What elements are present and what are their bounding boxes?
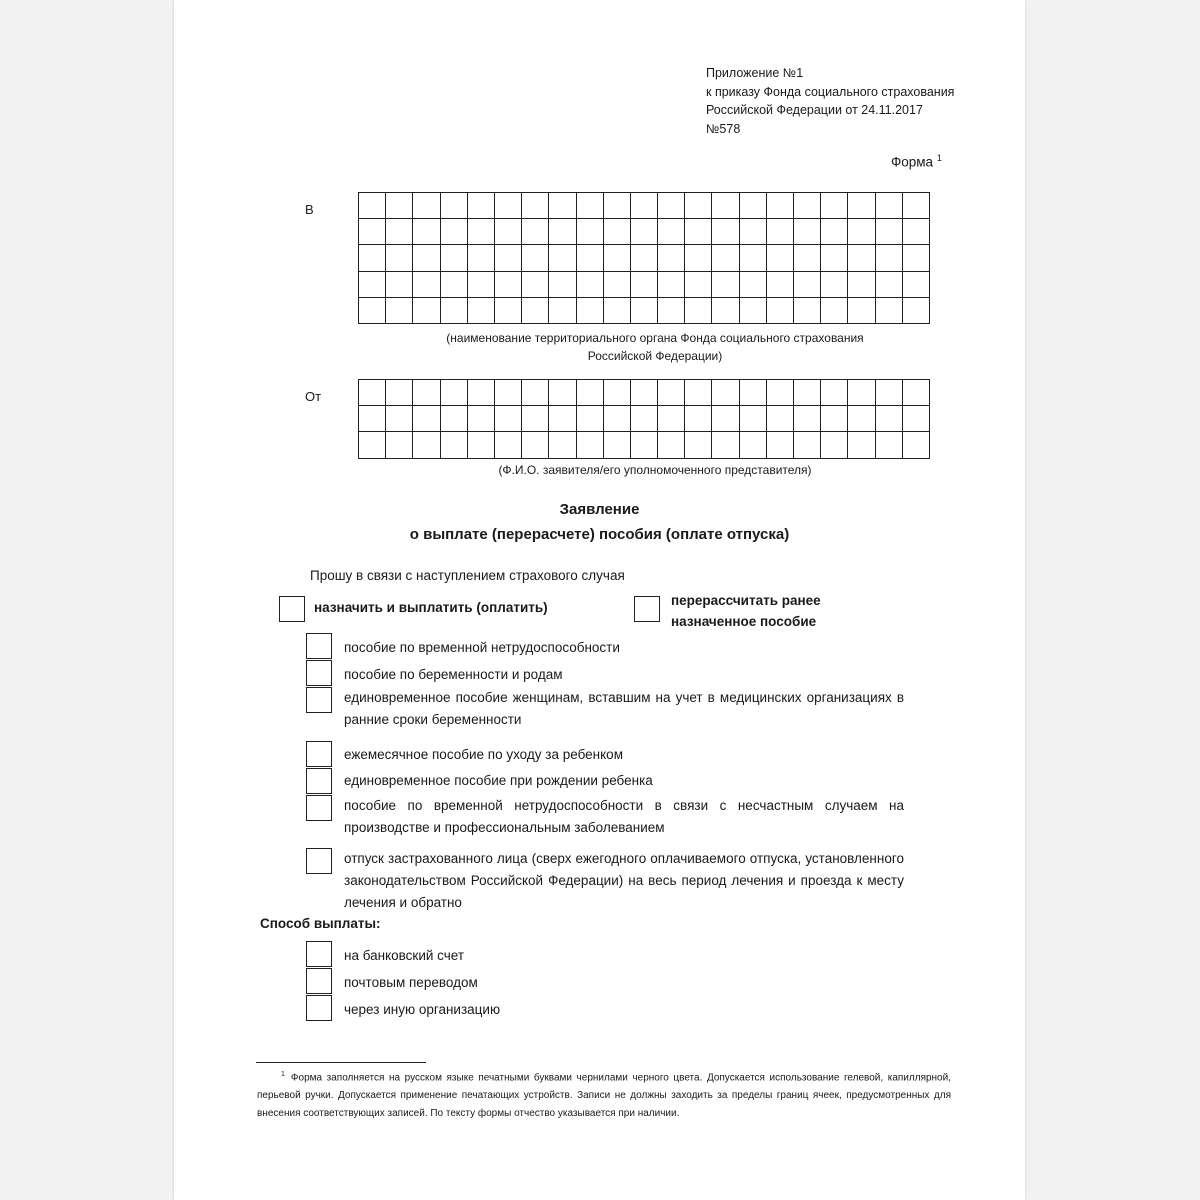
char-cell[interactable] <box>413 297 440 323</box>
char-cell[interactable] <box>440 380 467 406</box>
char-cell[interactable] <box>494 219 521 245</box>
char-cell[interactable] <box>359 271 386 297</box>
char-cell[interactable] <box>522 271 549 297</box>
char-cell[interactable] <box>685 219 712 245</box>
assign-label: назначить и выплатить (оплатить) <box>314 600 548 615</box>
char-cell[interactable] <box>522 245 549 271</box>
char-cell[interactable] <box>359 193 386 219</box>
char-cell[interactable] <box>821 271 848 297</box>
char-cell[interactable] <box>630 219 657 245</box>
char-cell[interactable] <box>685 406 712 432</box>
char-cell[interactable] <box>630 245 657 271</box>
payment-method-other: через иную организацию <box>344 1002 501 1017</box>
char-cell[interactable] <box>875 193 902 219</box>
char-cell[interactable] <box>522 219 549 245</box>
benefit-item-3: единовременное пособие женщинам, вставшим на учет в медицинских организациях в ранние сроки беременности <box>344 690 904 727</box>
title-line-1: Заявление <box>559 501 640 518</box>
char-cell[interactable] <box>821 432 848 458</box>
char-cell[interactable] <box>848 219 875 245</box>
char-cell[interactable] <box>494 297 521 323</box>
char-cell[interactable] <box>494 193 521 219</box>
char-cell[interactable] <box>821 297 848 323</box>
char-cell[interactable] <box>386 245 413 271</box>
recalc-checkbox[interactable] <box>634 596 660 622</box>
benefit-item-5: единовременное пособие при рождении ребенка <box>344 773 653 788</box>
char-cell[interactable] <box>494 432 521 458</box>
benefit-item-1: пособие по временной нетрудоспособности <box>344 640 620 655</box>
char-cell[interactable] <box>794 193 821 219</box>
char-cell[interactable] <box>359 380 386 406</box>
char-cell[interactable] <box>712 432 739 458</box>
payment-checkbox-bank[interactable] <box>306 941 332 967</box>
char-cell[interactable] <box>902 271 929 297</box>
char-cell[interactable] <box>658 297 685 323</box>
char-cell[interactable] <box>766 297 793 323</box>
footnote-text: Форма заполняется на русском языке печатными буквами чернилами черного цвета. Допускается использование гелевой, капиллярной, перьевой ручки. Допускается применение печатающих устройств. Записи не должны заходить за пределы границ ячеек, предусмотренных для внесения соответствующих записей. По тексту формы отчество указывается при наличии. <box>257 1072 951 1120</box>
char-cell[interactable] <box>875 380 902 406</box>
char-cell[interactable] <box>440 432 467 458</box>
char-cell[interactable] <box>821 406 848 432</box>
char-cell[interactable] <box>739 245 766 271</box>
char-cell[interactable] <box>766 271 793 297</box>
appendix-header <box>706 64 954 138</box>
char-cell[interactable] <box>413 219 440 245</box>
char-cell[interactable] <box>685 193 712 219</box>
char-cell[interactable] <box>603 406 630 432</box>
char-cell[interactable] <box>902 219 929 245</box>
char-cell[interactable] <box>386 271 413 297</box>
benefit-checkbox-3[interactable] <box>306 687 332 713</box>
document-page <box>174 0 1025 1200</box>
recipient-caption <box>358 329 952 365</box>
char-cell[interactable] <box>794 219 821 245</box>
char-cell[interactable] <box>522 193 549 219</box>
benefit-checkbox-1[interactable] <box>306 633 332 659</box>
applicant-input-grid[interactable] <box>358 379 930 459</box>
char-cell[interactable] <box>522 406 549 432</box>
char-cell[interactable] <box>494 245 521 271</box>
payment-checkbox-post[interactable] <box>306 968 332 994</box>
char-cell[interactable] <box>522 297 549 323</box>
payment-checkbox-other[interactable] <box>306 995 332 1021</box>
char-cell[interactable] <box>685 432 712 458</box>
char-cell[interactable] <box>712 245 739 271</box>
char-cell[interactable] <box>549 193 576 219</box>
recipient-caption-line-2: Российской Федерации) <box>587 349 723 363</box>
char-cell[interactable] <box>902 297 929 323</box>
char-cell[interactable] <box>712 219 739 245</box>
char-cell[interactable] <box>603 380 630 406</box>
to-label: В <box>305 202 314 217</box>
char-cell[interactable] <box>603 432 630 458</box>
intro-text: Прошу в связи с наступлением страхового случая <box>310 568 625 583</box>
char-cell[interactable] <box>576 297 603 323</box>
char-cell[interactable] <box>821 380 848 406</box>
char-cell[interactable] <box>685 297 712 323</box>
char-cell[interactable] <box>902 432 929 458</box>
title-line-2: о выплате (перерасчете) пособия (оплате отпуска) <box>409 526 790 543</box>
char-cell[interactable] <box>875 432 902 458</box>
char-cell[interactable] <box>576 406 603 432</box>
char-cell[interactable] <box>440 219 467 245</box>
benefit-checkbox-7[interactable] <box>306 848 332 874</box>
char-cell[interactable] <box>794 406 821 432</box>
appendix-line-2: к приказу Фонда социального страхования <box>706 84 955 99</box>
benefit-checkbox-5[interactable] <box>306 768 332 794</box>
char-cell[interactable] <box>413 271 440 297</box>
char-cell[interactable] <box>359 219 386 245</box>
char-cell[interactable] <box>467 432 494 458</box>
char-cell[interactable] <box>630 380 657 406</box>
char-cell[interactable] <box>794 297 821 323</box>
char-cell[interactable] <box>603 245 630 271</box>
char-cell[interactable] <box>359 406 386 432</box>
char-cell[interactable] <box>386 432 413 458</box>
char-cell[interactable] <box>549 380 576 406</box>
char-cell[interactable] <box>766 406 793 432</box>
char-cell[interactable] <box>359 432 386 458</box>
assign-checkbox[interactable] <box>279 596 305 622</box>
char-cell[interactable] <box>386 297 413 323</box>
char-cell[interactable] <box>467 219 494 245</box>
char-cell[interactable] <box>494 406 521 432</box>
from-label: От <box>305 389 322 404</box>
char-cell[interactable] <box>739 432 766 458</box>
char-cell[interactable] <box>739 193 766 219</box>
char-cell[interactable] <box>386 380 413 406</box>
char-cell[interactable] <box>766 245 793 271</box>
char-cell[interactable] <box>467 245 494 271</box>
char-cell[interactable] <box>685 380 712 406</box>
document-title <box>174 497 1025 547</box>
char-cell[interactable] <box>712 271 739 297</box>
form-label-text: Форма <box>891 154 934 170</box>
benefit-item-2: пособие по беременности и родам <box>344 667 563 682</box>
char-cell[interactable] <box>685 271 712 297</box>
recipient-caption-line-1: (наименование территориального органа Фонда социального страхования <box>446 331 864 345</box>
char-cell[interactable] <box>739 219 766 245</box>
char-cell[interactable] <box>603 271 630 297</box>
char-cell[interactable] <box>467 193 494 219</box>
char-cell[interactable] <box>440 271 467 297</box>
char-cell[interactable] <box>576 271 603 297</box>
recalc-label <box>671 590 821 632</box>
char-cell[interactable] <box>658 406 685 432</box>
benefit-item-4: ежемесячное пособие по уходу за ребенком <box>344 747 623 762</box>
char-cell[interactable] <box>440 297 467 323</box>
char-cell[interactable] <box>685 245 712 271</box>
benefit-checkbox-6[interactable] <box>306 795 332 821</box>
char-cell[interactable] <box>658 271 685 297</box>
char-cell[interactable] <box>603 297 630 323</box>
char-cell[interactable] <box>549 271 576 297</box>
char-cell[interactable] <box>712 406 739 432</box>
char-cell[interactable] <box>848 297 875 323</box>
char-cell[interactable] <box>576 245 603 271</box>
char-cell[interactable] <box>440 245 467 271</box>
char-cell[interactable] <box>794 432 821 458</box>
char-cell[interactable] <box>902 193 929 219</box>
char-cell[interactable] <box>467 297 494 323</box>
char-cell[interactable] <box>848 193 875 219</box>
char-cell[interactable] <box>739 271 766 297</box>
char-cell[interactable] <box>712 380 739 406</box>
char-cell[interactable] <box>630 193 657 219</box>
char-cell[interactable] <box>630 406 657 432</box>
char-cell[interactable] <box>386 219 413 245</box>
char-cell[interactable] <box>848 271 875 297</box>
char-cell[interactable] <box>658 432 685 458</box>
applicant-caption: (Ф.И.О. заявителя/его уполномоченного представителя) <box>498 463 812 477</box>
benefit-checkbox-2[interactable] <box>306 660 332 686</box>
char-cell[interactable] <box>794 271 821 297</box>
recalc-label-line-1: перерассчитать ранее <box>671 593 821 608</box>
char-cell[interactable] <box>386 406 413 432</box>
footnote <box>257 1066 951 1123</box>
char-cell[interactable] <box>766 219 793 245</box>
char-cell[interactable] <box>576 432 603 458</box>
char-cell[interactable] <box>794 380 821 406</box>
char-cell[interactable] <box>848 380 875 406</box>
char-cell[interactable] <box>658 193 685 219</box>
char-cell[interactable] <box>821 219 848 245</box>
char-cell[interactable] <box>875 271 902 297</box>
char-cell[interactable] <box>766 432 793 458</box>
char-cell[interactable] <box>902 245 929 271</box>
char-cell[interactable] <box>413 193 440 219</box>
char-cell[interactable] <box>848 406 875 432</box>
char-cell[interactable] <box>603 219 630 245</box>
char-cell[interactable] <box>658 245 685 271</box>
char-cell[interactable] <box>576 380 603 406</box>
char-cell[interactable] <box>413 432 440 458</box>
char-cell[interactable] <box>630 432 657 458</box>
benefit-item-7: отпуск застрахованного лица (сверх ежегодного оплачиваемого отпуска, установленного законодательством Российской Федерации) на весь период лечения и проезда к месту лечения и обратно <box>344 851 904 910</box>
char-cell[interactable] <box>549 406 576 432</box>
char-cell[interactable] <box>821 193 848 219</box>
char-cell[interactable] <box>440 193 467 219</box>
char-cell[interactable] <box>766 380 793 406</box>
benefit-item-6: пособие по временной нетрудоспособности в связи с несчастным случаем на производстве и профессиональным заболеванием <box>344 798 904 835</box>
char-cell[interactable] <box>603 193 630 219</box>
char-cell[interactable] <box>712 193 739 219</box>
char-cell[interactable] <box>359 297 386 323</box>
recipient-input-grid[interactable] <box>358 192 930 324</box>
char-cell[interactable] <box>522 432 549 458</box>
payment-method-bank: на банковский счет <box>344 948 465 963</box>
char-cell[interactable] <box>413 380 440 406</box>
char-cell[interactable] <box>821 245 848 271</box>
char-cell[interactable] <box>494 380 521 406</box>
footnote-mark: 1 <box>281 1071 285 1078</box>
char-cell[interactable] <box>875 245 902 271</box>
char-cell[interactable] <box>549 432 576 458</box>
benefit-checkbox-4[interactable] <box>306 741 332 767</box>
char-cell[interactable] <box>467 406 494 432</box>
recalc-label-line-2: назначенное пособие <box>671 614 817 629</box>
char-cell[interactable] <box>739 297 766 323</box>
char-cell[interactable] <box>902 406 929 432</box>
char-cell[interactable] <box>467 380 494 406</box>
char-cell[interactable] <box>440 406 467 432</box>
char-cell[interactable] <box>386 193 413 219</box>
char-cell[interactable] <box>848 245 875 271</box>
char-cell[interactable] <box>875 406 902 432</box>
char-cell[interactable] <box>576 193 603 219</box>
char-cell[interactable] <box>413 406 440 432</box>
char-cell[interactable] <box>549 245 576 271</box>
char-cell[interactable] <box>794 245 821 271</box>
char-cell[interactable] <box>712 297 739 323</box>
char-cell[interactable] <box>875 219 902 245</box>
char-cell[interactable] <box>630 297 657 323</box>
char-cell[interactable] <box>766 193 793 219</box>
char-cell[interactable] <box>522 380 549 406</box>
char-cell[interactable] <box>739 380 766 406</box>
char-cell[interactable] <box>467 271 494 297</box>
char-cell[interactable] <box>549 297 576 323</box>
appendix-line-3: Российской Федерации от 24.11.2017 <box>706 103 923 117</box>
form-label <box>891 153 942 170</box>
form-footnote-ref: 1 <box>936 153 942 163</box>
appendix-line-4: №578 <box>706 121 741 136</box>
char-cell[interactable] <box>630 271 657 297</box>
appendix-line-1: Приложение №1 <box>706 66 804 80</box>
char-cell[interactable] <box>902 380 929 406</box>
char-cell[interactable] <box>739 406 766 432</box>
char-cell[interactable] <box>549 219 576 245</box>
payment-method-post: почтовым переводом <box>344 975 478 990</box>
char-cell[interactable] <box>658 380 685 406</box>
char-cell[interactable] <box>848 432 875 458</box>
footnote-separator <box>256 1062 426 1063</box>
char-cell[interactable] <box>875 297 902 323</box>
char-cell[interactable] <box>576 219 603 245</box>
char-cell[interactable] <box>359 245 386 271</box>
payment-heading: Способ выплаты: <box>260 916 381 931</box>
char-cell[interactable] <box>413 245 440 271</box>
char-cell[interactable] <box>658 219 685 245</box>
char-cell[interactable] <box>494 271 521 297</box>
